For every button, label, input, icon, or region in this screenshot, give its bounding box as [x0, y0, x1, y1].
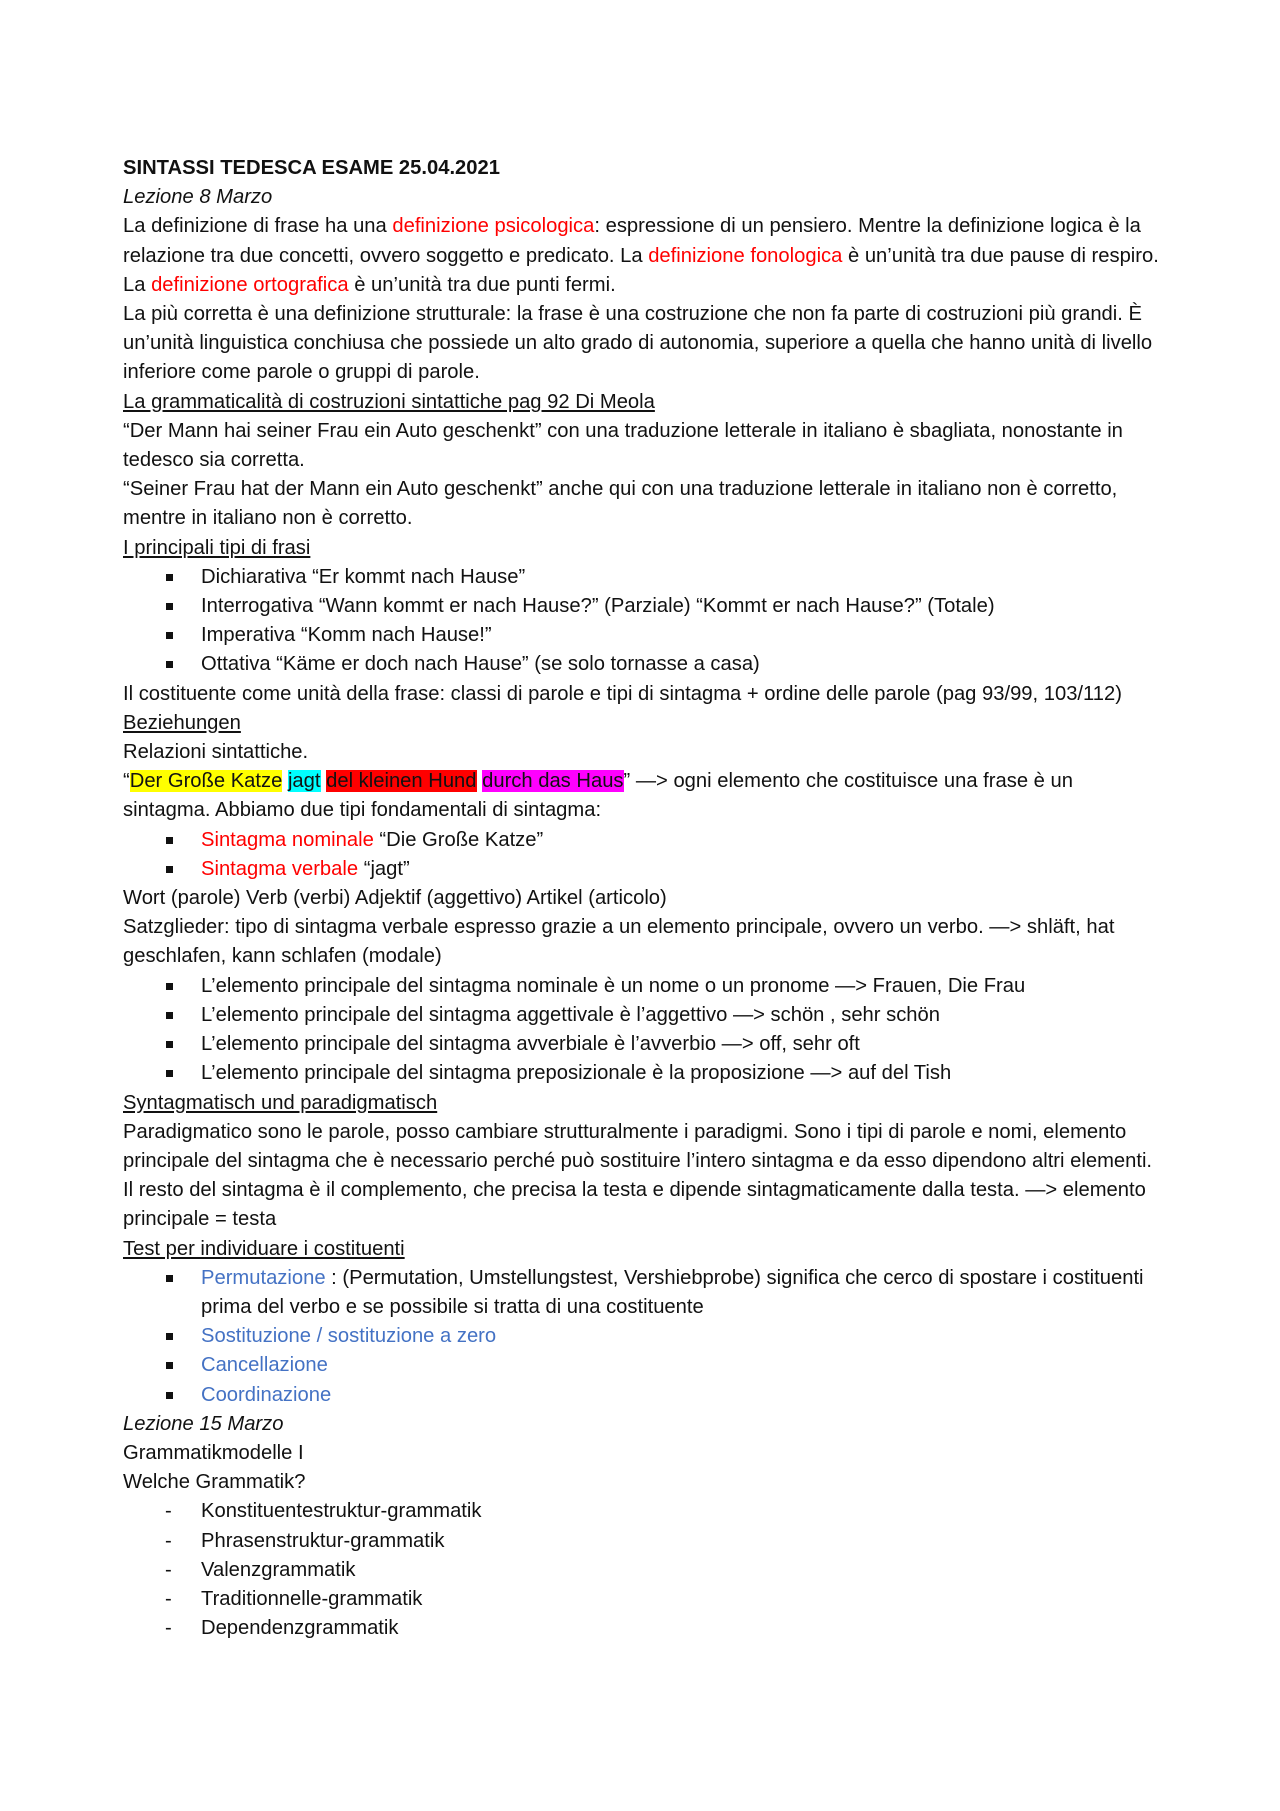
list-item: L’elemento principale del sintagma aggettivale è l’aggettivo —> schön , sehr schön [123, 1001, 1163, 1030]
paragraph-wort: Wort (parole) Verb (verbi) Adjektif (aggettivo) Artikel (articolo) [123, 887, 667, 910]
list-item: Ottativa “Käme er doch nach Hause” (se solo tornasse a casa) [123, 650, 1163, 679]
text: “jagt” [358, 857, 410, 880]
list-item: - Konstituentestruktur-grammatik [123, 1497, 1163, 1526]
list-item [123, 1264, 1163, 1322]
list-item: Cancellazione [123, 1351, 1163, 1380]
list-grammatiken [123, 1497, 1163, 1643]
paragraph-welche: Welche Grammatik? [123, 1471, 306, 1494]
list-item: Interrogativa “Wann kommt er nach Hause?” (Parziale) “Kommt er nach Hause?” (Totale) [123, 592, 1163, 621]
heading-syntagmatisch: Syntagmatisch und paradigmatisch [123, 1091, 438, 1114]
document-page [123, 154, 1163, 1643]
highlight-term: definizione psicologica [392, 215, 595, 238]
list-item: Sostituzione / sostituzione a zero [123, 1322, 1163, 1351]
list-item: L’elemento principale del sintagma preposizionale è la proposizione —> auf del Tish [123, 1059, 1163, 1088]
document-title: SINTASSI TEDESCA ESAME 25.04.2021 [123, 157, 500, 179]
highlight-yellow: Der Große Katze [129, 770, 283, 793]
paragraph-mann: “Der Mann hai seiner Frau ein Auto geschenkt” con una traduzione letterale in italiano è sbagliata, nonostante in tedesco sia corretta. [123, 419, 1123, 472]
highlight-magenta: durch das Haus [482, 770, 624, 793]
highlight-term: definizione fonologica [648, 244, 843, 267]
list-item: L’elemento principale del sintagma avverbiale è l’avverbio —> off, sehr oft [123, 1030, 1163, 1059]
highlight-red: del kleinen Hund [326, 770, 477, 793]
paragraph-strutturale: La più corretta è una definizione strutturale: la frase è una costruzione che non fa parte di costruzioni più grandi. È un’unità linguistica conchiusa che possiede un alto grado di autonomia, superiore a quella che hanno unità di livello inferiore come parole o gruppi di parole. [123, 303, 1153, 384]
list-item: - Valenzgrammatik [123, 1556, 1163, 1585]
list-sintagmi [123, 826, 1163, 884]
highlight-cyan: jagt [287, 770, 321, 793]
heading-test: Test per individuare i costituenti [123, 1237, 405, 1260]
highlight-term: Permutazione [201, 1266, 326, 1289]
list-item: - Phrasenstruktur-grammatik [123, 1527, 1163, 1556]
highlight-term: definizione ortografica [151, 273, 349, 296]
list-item [123, 855, 1163, 884]
paragraph-grammatikmodelle: Grammatikmodelle I [123, 1441, 304, 1464]
text: : espressione di un pensiero. Mentre la definizione logica è la relazione tra due concetti, ovvero soggetto e predicato. La [123, 215, 1141, 267]
paragraph-costituente: Il costituente come unità della frase: classi di parole e tipi di sintagma + ordine delle parole (pag 93/99, 103/112) [123, 682, 1122, 705]
highlight-term: Sintagma nominale [201, 828, 374, 851]
text: è un’unità tra due pause di respiro. La [123, 244, 1159, 296]
paragraph-definizioni [123, 212, 1163, 300]
lesson-heading-1: Lezione 8 Marzo [123, 186, 273, 209]
lesson-heading-2: Lezione 15 Marzo [123, 1412, 284, 1435]
paragraph-resto: Il resto del sintagma è il complemento, che precisa la testa e dipende sintagmaticamente dalla testa. —> elemento principale = testa [123, 1179, 1146, 1231]
paragraph-satzglieder: Satzglieder: tipo di sintagma verbale espresso grazie a un elemento principale, ovvero un verbo. —> shläft, hat geschlafen, kann schlafen (modale) [123, 916, 1115, 968]
list-item: L’elemento principale del sintagma nominale è un nome o un pronome —> Frauen, Die Frau [123, 972, 1163, 1001]
list-item: - Traditionnelle-grammatik [123, 1585, 1163, 1614]
text: : (Permutation, Umstellungstest, Vershiebprobe) significa che cerco di spostare i costituenti prima del verbo e se possibile si tratta di una costituente [201, 1266, 1144, 1318]
text: “ [123, 770, 130, 793]
list-test [123, 1264, 1163, 1410]
heading-tipi-frasi: I principali tipi di frasi [123, 536, 311, 559]
text: è un’unità tra due punti fermi. [348, 273, 616, 296]
heading-grammaticalita: La grammaticalità di costruzioni sintattiche pag 92 Di Meola [123, 390, 655, 413]
heading-beziehungen: Beziehungen [123, 711, 241, 734]
list-item: - Dependenzgrammatik [123, 1614, 1163, 1643]
paragraph-katze-example [123, 767, 1163, 825]
text: “Die Große Katze” [373, 828, 544, 851]
highlight-term: Sintagma verbale [201, 857, 359, 880]
list-item: Dichiarativa “Er kommt nach Hause” [123, 563, 1163, 592]
list-item [123, 826, 1163, 855]
paragraph-paradigmatico: Paradigmatico sono le parole, posso cambiare strutturalmente i paradigmi. Sono i tipi di parole e nomi, elemento principale del sintagma che è necessario perché può sostituire l’intero sintagma e da esso dipendono altri elementi. [123, 1120, 1153, 1172]
text: La definizione di frase ha una [123, 215, 393, 238]
list-item: Imperativa “Komm nach Hause!” [123, 621, 1163, 650]
list-tipi-frasi [123, 563, 1163, 680]
text: ” —> ogni elemento che costituisce una frase è un sintagma. Abbiamo due tipi fondamentali di sintagma: [123, 770, 1073, 822]
paragraph-seiner: “Seiner Frau hat der Mann ein Auto geschenkt” anche qui con una traduzione letterale in italiano non è corretto, mentre in italiano non è corretto. [123, 478, 1118, 530]
list-elementi [123, 972, 1163, 1089]
paragraph-relazioni: Relazioni sintattiche. [123, 741, 309, 764]
list-item: Coordinazione [123, 1381, 1163, 1410]
